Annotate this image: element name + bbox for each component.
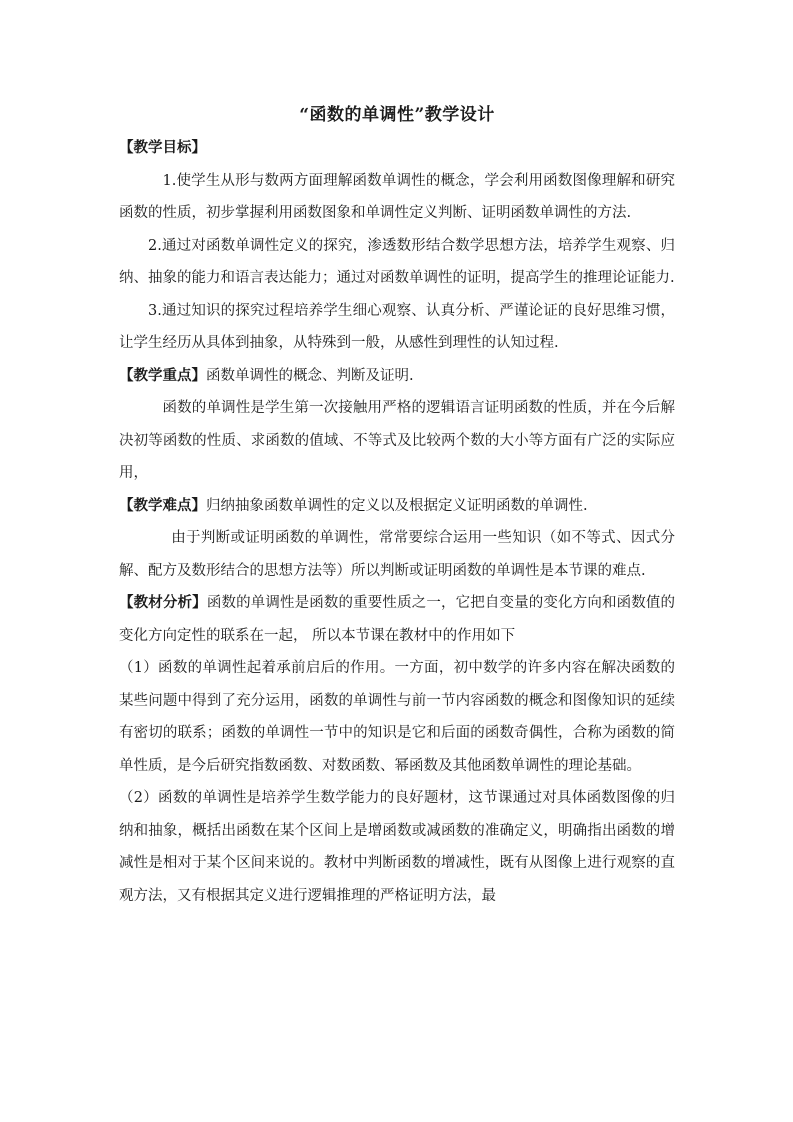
section-analysis bbox=[119, 587, 675, 652]
objectives-heading: 【教学目标】 bbox=[119, 139, 206, 156]
objective-item-3: 3.通过知识的探究过程培养学生细心观察、认真分析、严谨论证的良好思维习惯，让学生经历从具体到抽象，从特殊到一般，从感性到理性的认知过程. bbox=[119, 302, 675, 351]
section-heading-objectives bbox=[119, 132, 675, 165]
analysis-text: 函数的单调性是函数的重要性质之一，它把自变量的变化方向和函数值的变化方向定性的联系在一起， 所以本节课在教材中的作用如下 bbox=[119, 595, 675, 644]
difficulties-heading: 【教学难点】 bbox=[119, 496, 206, 514]
analysis-point-2: （2）函数的单调性是培养学生数学能力的良好题材，这节课通过对具体函数图像的归纳和抽象，概括出函数在某个区间上是增函数或减函数的准确定义，明确指出函数的增减性是相对于某个区间来说的。教材中判断函数的增减性，既有从图像上进行观察的直观方法，又有根据其定义进行逻辑推理的严格证明方法，最 bbox=[119, 790, 675, 904]
key-points-heading: 【教学重点】 bbox=[119, 366, 206, 384]
analysis-heading: 【教材分析】 bbox=[119, 594, 207, 611]
objective-item-2: 2.通过对函数单调性定义的探究，渗透数形结合数学思想方法，培养学生观察、归纳、抽象的能力和语言表达能力；通过对函数单调性的证明，提高学生的推理论证能力. bbox=[119, 237, 675, 286]
difficulties-detail: 由于判断或证明函数的单调性，常常要综合运用一些知识（如不等式、因式分解、配方及数形结合的思想方法等）所以判断或证明函数的单调性是本节课的难点. bbox=[119, 530, 675, 579]
section-difficulties bbox=[119, 490, 675, 523]
difficulties-text: 归纳抽象函数单调性的定义以及根据定义证明函数的单调性. bbox=[206, 497, 588, 514]
analysis-point-1: （1）函数的单调性起着承前启后的作用。一方面，初中数学的许多内容在解决函数的某些问题中得到了充分运用，函数的单调性与前一节内容函数的概念和图像知识的延续有密切的联系；函数的单调性一节中的知识是它和后面的函数奇偶性，合称为函数的简单性质，是今后研究指数函数、对数函数、幂函数及其他函数单调性的理论基础。 bbox=[119, 660, 675, 774]
key-points-text: 函数单调性的概念、判断及证明. bbox=[206, 367, 414, 384]
section-key-points bbox=[119, 360, 675, 393]
document-title: “函数的单调性”教学设计 bbox=[299, 105, 495, 125]
key-points-detail: 函数的单调性是学生第一次接触用严格的逻辑语言证明函数的性质，并在今后解决初等函数的性质、求函数的值域、不等式及比较两个数的大小等方面有广泛的实际应用， bbox=[119, 400, 675, 481]
objective-item-1: 1.使学生从形与数两方面理解函数单调性的概念，学会利用函数图像理解和研究函数的性质，初步掌握利用函数图象和单调性定义判断、证明函数单调性的方法. bbox=[119, 172, 675, 221]
document-body bbox=[119, 98, 675, 912]
